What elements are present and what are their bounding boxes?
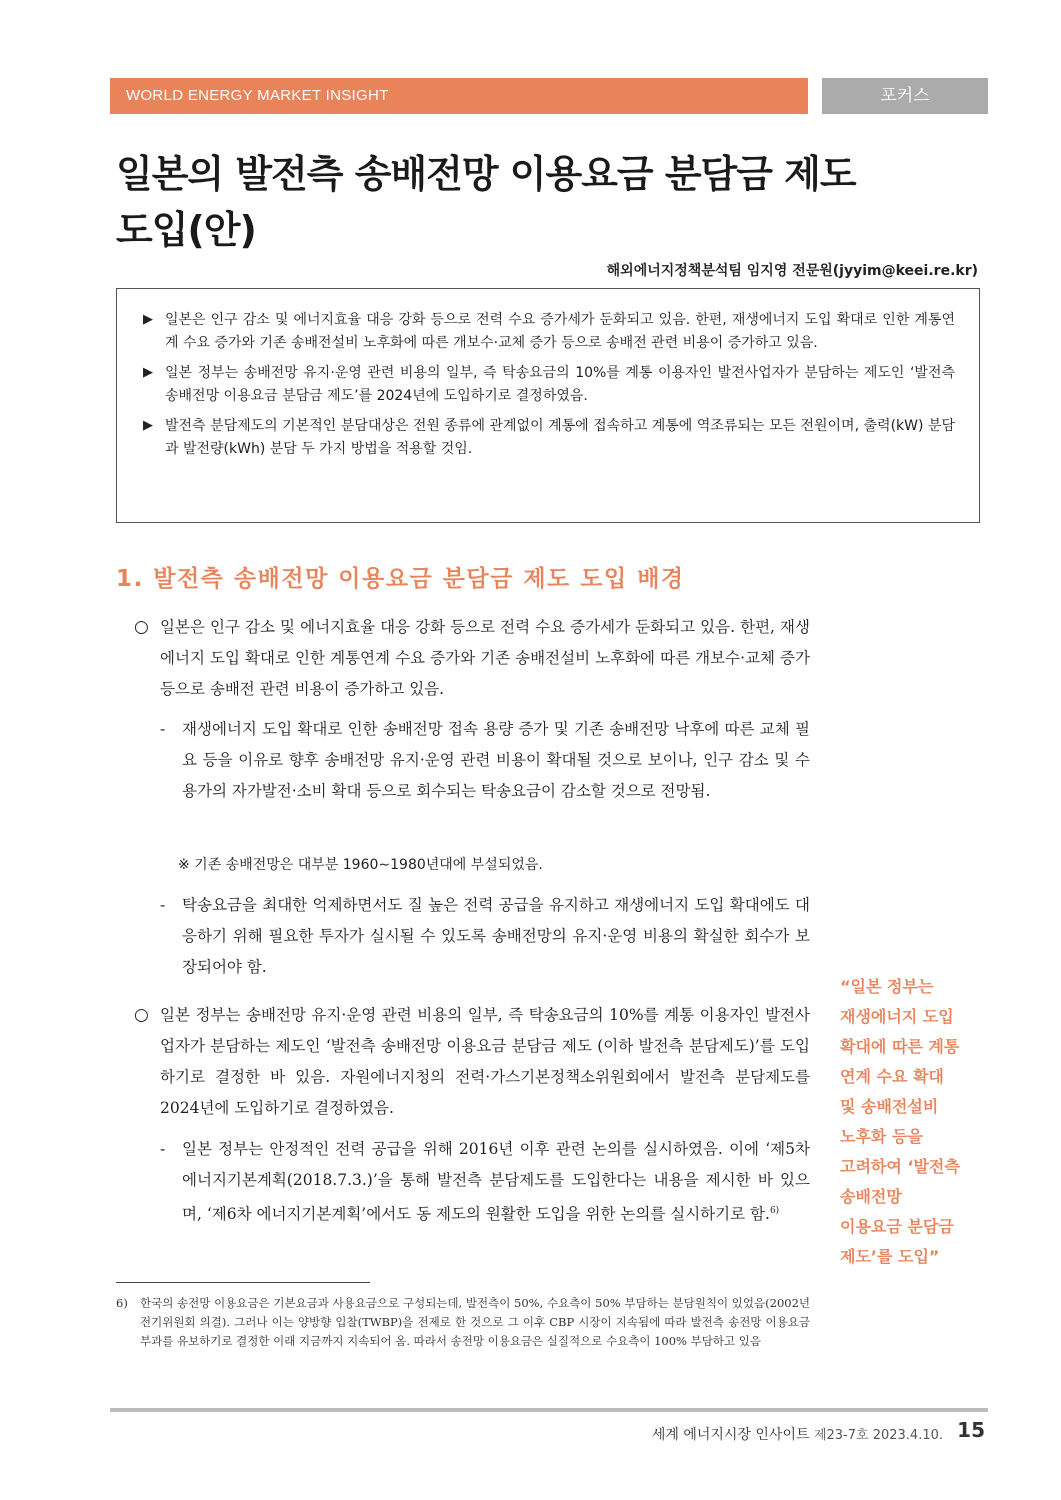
pull-quote-line: 연계 수요 확대: [840, 1067, 944, 1086]
section-heading: 1. 발전측 송배전망 이용요금 분담금 제도 도입 배경: [116, 566, 685, 592]
triangle-bullet-icon: ▶: [143, 312, 153, 327]
summary-item: [143, 415, 955, 460]
sub-paragraph: [160, 890, 810, 983]
summary-item: [143, 309, 955, 354]
sub-paragraph: [160, 1134, 810, 1230]
pull-quote-line: 고려하여 ‘발전측: [840, 1157, 960, 1176]
sub-paragraph: [160, 714, 810, 807]
pull-quote-line: “일본 정부는: [840, 977, 934, 996]
sub-paragraph-text: 탁송요금을 최대한 억제하면서도 질 높은 전력 공급을 유지하고 재생에너지 도입 확대에도 대응하기 위해 필요한 투자가 실시될 수 있도록 송배전망의 유지·운영 비용의 확실한 회수가 보장되어야 함.: [182, 896, 810, 976]
pull-quote-line: 노후화 등을: [840, 1127, 923, 1146]
publication-name: 세계 에너지시장 인사이트: [651, 1427, 810, 1443]
footnote: [116, 1294, 810, 1351]
reference-note: ※ 기존 송배전망은 대부분 1960∼1980년대에 부설되었음.: [178, 857, 543, 873]
article-title: [116, 146, 976, 258]
summary-text: 발전측 분담제도의 기본적인 분담대상은 전원 종류에 관계없이 계통에 접속하고 계통에 역조류되는 모든 전원이며, 출력(kW) 분담과 발전량(kWh) 분담 두 가지 방법을 적용할 것임.: [165, 418, 955, 457]
footer: [652, 1424, 943, 1444]
series-header: WORLD ENERGY MARKET INSIGHT: [110, 78, 808, 114]
footnote-divider: [116, 1282, 370, 1283]
paragraph-text: 일본은 인구 감소 및 에너지효율 대응 강화 등으로 전력 수요 증가세가 둔화되고 있음. 한편, 재생에너지 도입 확대로 인한 계통연계 수요 증가와 기존 송배전설비 노후화에 따른 개보수·교체 증가 등으로 송배전 관련 비용이 증가하고 있음.: [160, 618, 810, 698]
paragraph-text: 일본 정부는 송배전망 유지·운영 관련 비용의 일부, 즉 탁송요금의 10%를 계통 이용자인 발전사업자가 분담하는 제도인 ‘발전측 송배전망 이용요금 분담금 제도 (이하 발전측 분담제도)’를 도입하기로 결정한 바 있음. 자원에너지청의 전력·가스기본정책소위원회에서 발전측 분담제도를 2024년에 도입하기로 결정하였음.: [160, 1006, 810, 1117]
triangle-bullet-icon: ▶: [143, 418, 153, 433]
dash-bullet: -: [160, 896, 166, 914]
footnote-number: 6): [116, 1296, 128, 1310]
sub-paragraph-text: 재생에너지 도입 확대로 인한 송배전망 접속 용량 증가 및 기존 송배전망 낙후에 따른 교체 필요 등을 이유로 향후 송배전망 유지·운영 관련 비용이 확대될 것으로 보이나, 인구 감소 및 수용가의 자가발전·소비 확대 등으로 회수되는 탁송요금이 감소할 것으로 전망됨.: [182, 720, 810, 800]
pull-quote-line: 이용요금 분담금: [840, 1217, 954, 1236]
pull-quote-line: 확대에 따른 계통: [840, 1037, 960, 1056]
footer-divider: [110, 1408, 988, 1412]
pull-quote-line: 제도’를 도입”: [840, 1247, 940, 1266]
summary-text: 일본 정부는 송배전망 유지·운영 관련 비용의 일부, 즉 탁송요금의 10%를 계통 이용자인 발전사업자가 분담하는 제도인 ‘발전측 송배전망 이용요금 분담금 제도’를 2024년에 도입하기로 결정하였음.: [165, 365, 955, 404]
paragraph-bullet: [134, 612, 810, 705]
summary-box: [116, 288, 980, 523]
pull-quote-line: 송배전망: [840, 1187, 902, 1206]
issue-info: 제23-7호 2023.4.10.: [813, 1428, 943, 1443]
pull-quote-line: 재생에너지 도입: [840, 1007, 954, 1026]
circle-bullet-icon: ○: [134, 1005, 149, 1025]
title-line-1: 일본의 발전측 송배전망 이용요금 분담금 제도: [116, 152, 856, 196]
author-byline: 해외에너지정책분석팀 임지영 전문원(jyyim@keei.re.kr): [606, 263, 978, 279]
paragraph-bullet: [134, 1000, 810, 1124]
summary-text: 일본은 인구 감소 및 에너지효율 대응 강화 등으로 전력 수요 증가세가 둔화되고 있음. 한편, 재생에너지 도입 확대로 인한 계통연계 수요 증가와 기존 송배전설비 노후화에 따른 개보수·교체 증가 등으로 송배전 관련 비용이 증가하고 있음.: [165, 312, 955, 351]
sub-paragraph-text: [182, 1134, 810, 1230]
circle-bullet-icon: ○: [134, 617, 149, 637]
section-tag: 포커스: [822, 78, 988, 114]
footnote-text: 한국의 송전망 이용요금은 기본요금과 사용요금으로 구성되는데, 발전측이 50%, 수요측이 50% 부담하는 분담원칙이 있었음(2002년 전기위원회 의결). 그러나 이는 양방향 입찰(TWBP)을 전제로 한 것으로 그 이후 CBP 시장이 지속됨에 따라 발전측 송전망 이용요금 부과를 유보하기로 결정한 이래 지금까지 지속되어 옴. 따라서 송전망 이용요금은 실질적으로 수요측이 100% 부담하고 있음: [140, 1296, 810, 1348]
sub-paragraph-body: 일본 정부는 안정적인 전력 공급을 위해 2016년 이후 관련 논의를 실시하였음. 이에 ‘제5차 에너지기본계획(2018.7.3.)’을 통해 발전측 분담제도를 도입한다는 내용을 제시한 바 있으며, ‘제6차 에너지기본계획’에서도 동 제도의 원활한 도입을 위한 논의를 실시하기로 함.: [182, 1140, 810, 1224]
title-line-2: 도입(안): [116, 208, 256, 252]
dash-bullet: -: [160, 720, 166, 738]
triangle-bullet-icon: ▶: [143, 365, 153, 380]
pull-quote-line: 및 송배전설비: [840, 1097, 939, 1116]
footnote-reference[interactable]: 6): [769, 1206, 780, 1216]
page-number: 15: [957, 1418, 985, 1442]
dash-bullet: -: [160, 1140, 166, 1158]
pull-quote: [840, 972, 980, 1272]
summary-item: [143, 362, 955, 407]
